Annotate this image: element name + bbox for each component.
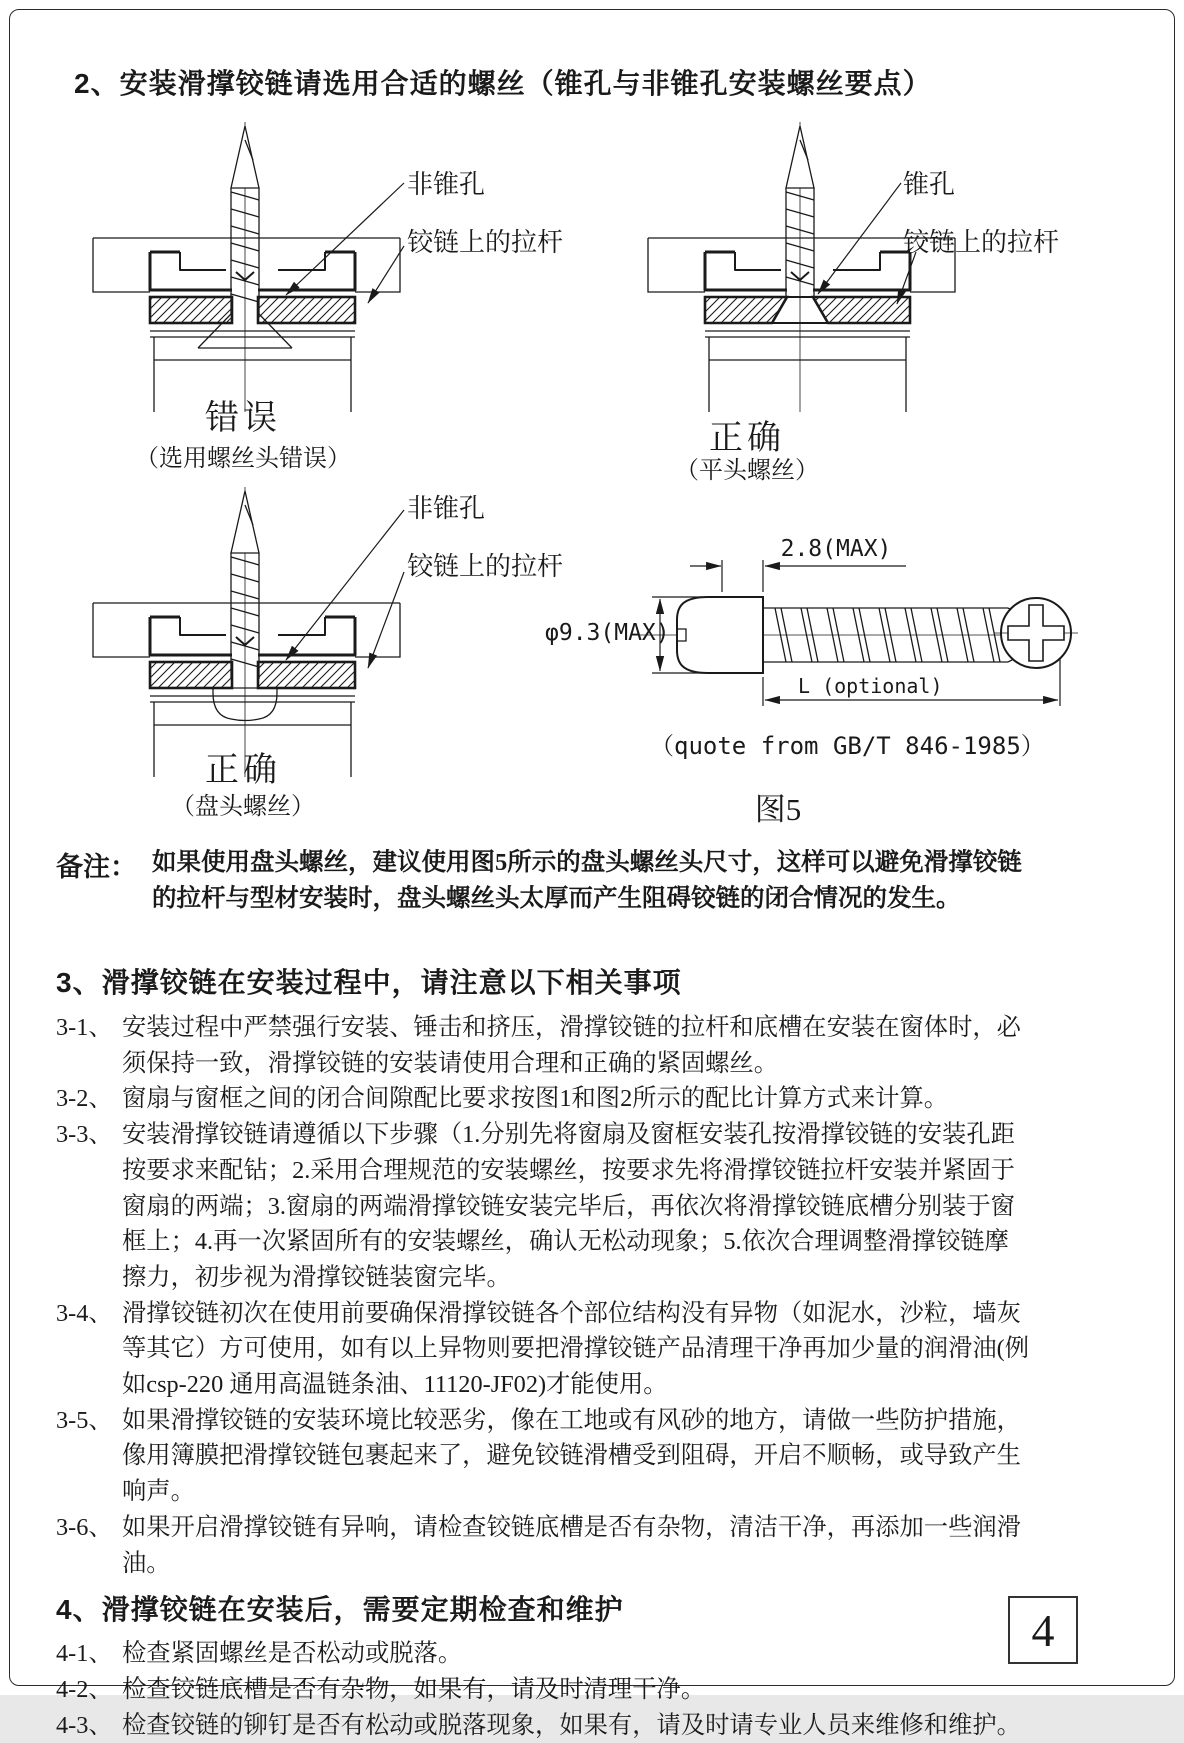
section3-heading: 3、滑撑铰链在安装过程中，请注意以下相关事项 (56, 967, 682, 998)
list-item (56, 1010, 1032, 1081)
item-text: 窗扇与窗框之间的闭合间隙配比要求按图1和图2所示的配比计算方式来计算。 (122, 1085, 949, 1113)
item-number: 4-3、 (56, 1711, 113, 1739)
dimension-length: L (optional) (798, 674, 943, 698)
list-item (56, 1403, 1032, 1510)
dimension-head-diameter: φ9.3(MAX) (545, 620, 670, 646)
item-text: 如果滑撑铰链的安装环境比较恶劣，像在工地或有风砂的地方，请做一些防护措施，像用簿膜把滑撑铰链包裹起来了，避免铰链滑槽受到阻碍，开启不顺畅，或导致产生响声。 (122, 1406, 1021, 1506)
item-number: 3-4、 (56, 1299, 113, 1327)
list-item (56, 1510, 1032, 1581)
remark-text: 如果使用盘头螺丝，建议使用图5所示的盘头螺丝头尺寸，这样可以避免滑撑铰链的拉杆与型材安装时，盘头螺丝头太厚而产生阻碍铰链的闭合情况的发生。 (152, 849, 1022, 912)
item-text: 如果开启滑撑铰链有异响，请检查铰链底槽是否有杂物，清洁干净，再添加一些润滑油。 (122, 1513, 1021, 1577)
list-item (56, 1081, 1032, 1117)
item-text: 安装过程中严禁强行安装、锤击和挤压，滑撑铰链的拉杆和底槽在安装在窗体时，必须保持一致，滑撑铰链的安装请使用合理和正确的紧固螺丝。 (122, 1014, 1021, 1077)
callout-hinge-rod-bl: 铰链上的拉杆 (407, 552, 564, 581)
callout-nonconical-hole-bl: 非锥孔 (407, 494, 486, 523)
caption-correct-flat: 正确 (709, 420, 785, 457)
callout-hinge-rod-tl: 铰链上的拉杆 (407, 228, 564, 257)
subcaption-wrong: （选用螺丝头错误） (135, 446, 351, 472)
list-item (56, 1117, 1032, 1296)
subcaption-correct-flat: （平头螺丝） (675, 458, 819, 484)
callout-hinge-rod-tr: 铰链上的拉杆 (903, 228, 1060, 257)
item-text: 滑撑铰链初次在使用前要确保滑撑铰链各个部位结构没有异物（如泥水，沙粒，墙灰等其它）方可使用，如有以上异物则要把滑撑铰链产品清理干净再加少量的润滑油(例如csp-220 通用高温链条油、11120-JF02)才能使用。 (122, 1299, 1030, 1399)
list-item (56, 1636, 1032, 1672)
page-number: 4 (1008, 1596, 1078, 1664)
remark-label: 备注： (56, 852, 137, 882)
item-number: 3-6、 (56, 1513, 113, 1541)
remark-block (56, 845, 1056, 917)
instructions (56, 961, 1048, 1743)
figure5-label: 图5 (754, 792, 802, 827)
item-text: 检查铰链底槽是否有杂物，如果有，请及时清理干净。 (122, 1675, 706, 1703)
item-number: 3-5、 (56, 1406, 113, 1434)
caption-wrong: 错误 (205, 400, 281, 437)
caption-correct-pan: 正确 (205, 752, 281, 789)
item-text: 安装滑撑铰链请遵循以下步骤（1.分别先将窗扇及窗框安装孔按滑撑铰链的安装孔距按要求来配钻；2.采用合理规范的安装螺丝，按要求先将滑撑铰链拉杆安装并紧固于窗扇的两端；3.窗扇的两端滑撑铰链安装完毕后，再依次将滑撑铰链底槽分别装于窗框上；4.再一次紧固所有的安装螺丝，确认无松动现象；5.依次合理调整滑撑铰链摩擦力，初步视为滑撑铰链装窗完毕。 (122, 1121, 1015, 1291)
item-number: 3-3、 (56, 1121, 113, 1149)
item-text: 检查铰链的铆钉是否有松动或脱落现象，如果有，请及时请专业人员来维修和维护。 (122, 1711, 1021, 1739)
callout-conical-hole-tr: 锥孔 (903, 170, 956, 199)
item-text: 检查紧固螺丝是否松动或脱落。 (122, 1640, 463, 1668)
figure-wrong-nonconical (93, 122, 404, 412)
item-number: 4-1、 (56, 1640, 113, 1668)
subcaption-correct-pan: （盘头螺丝） (171, 794, 315, 820)
figure-correct-panhead (93, 487, 404, 777)
item-number: 3-2、 (56, 1085, 113, 1113)
callout-nonconical-hole-tl: 非锥孔 (407, 170, 486, 199)
list-item (56, 1708, 1032, 1743)
list-item (56, 1296, 1032, 1403)
standard-quote: （quote from GB/T 846-1985） (650, 732, 1045, 760)
list-item (56, 1672, 1032, 1708)
page-title: 2、安装滑撑铰链请选用合适的螺丝（锥孔与非锥孔安装螺丝要点） (74, 68, 932, 99)
item-number: 3-1、 (56, 1014, 113, 1041)
item-number: 4-2、 (56, 1675, 113, 1703)
dimension-head-thickness: 2.8(MAX) (780, 536, 892, 562)
section4-heading: 4、滑撑铰链在安装后，需要定期检查和维护 (56, 1594, 624, 1626)
